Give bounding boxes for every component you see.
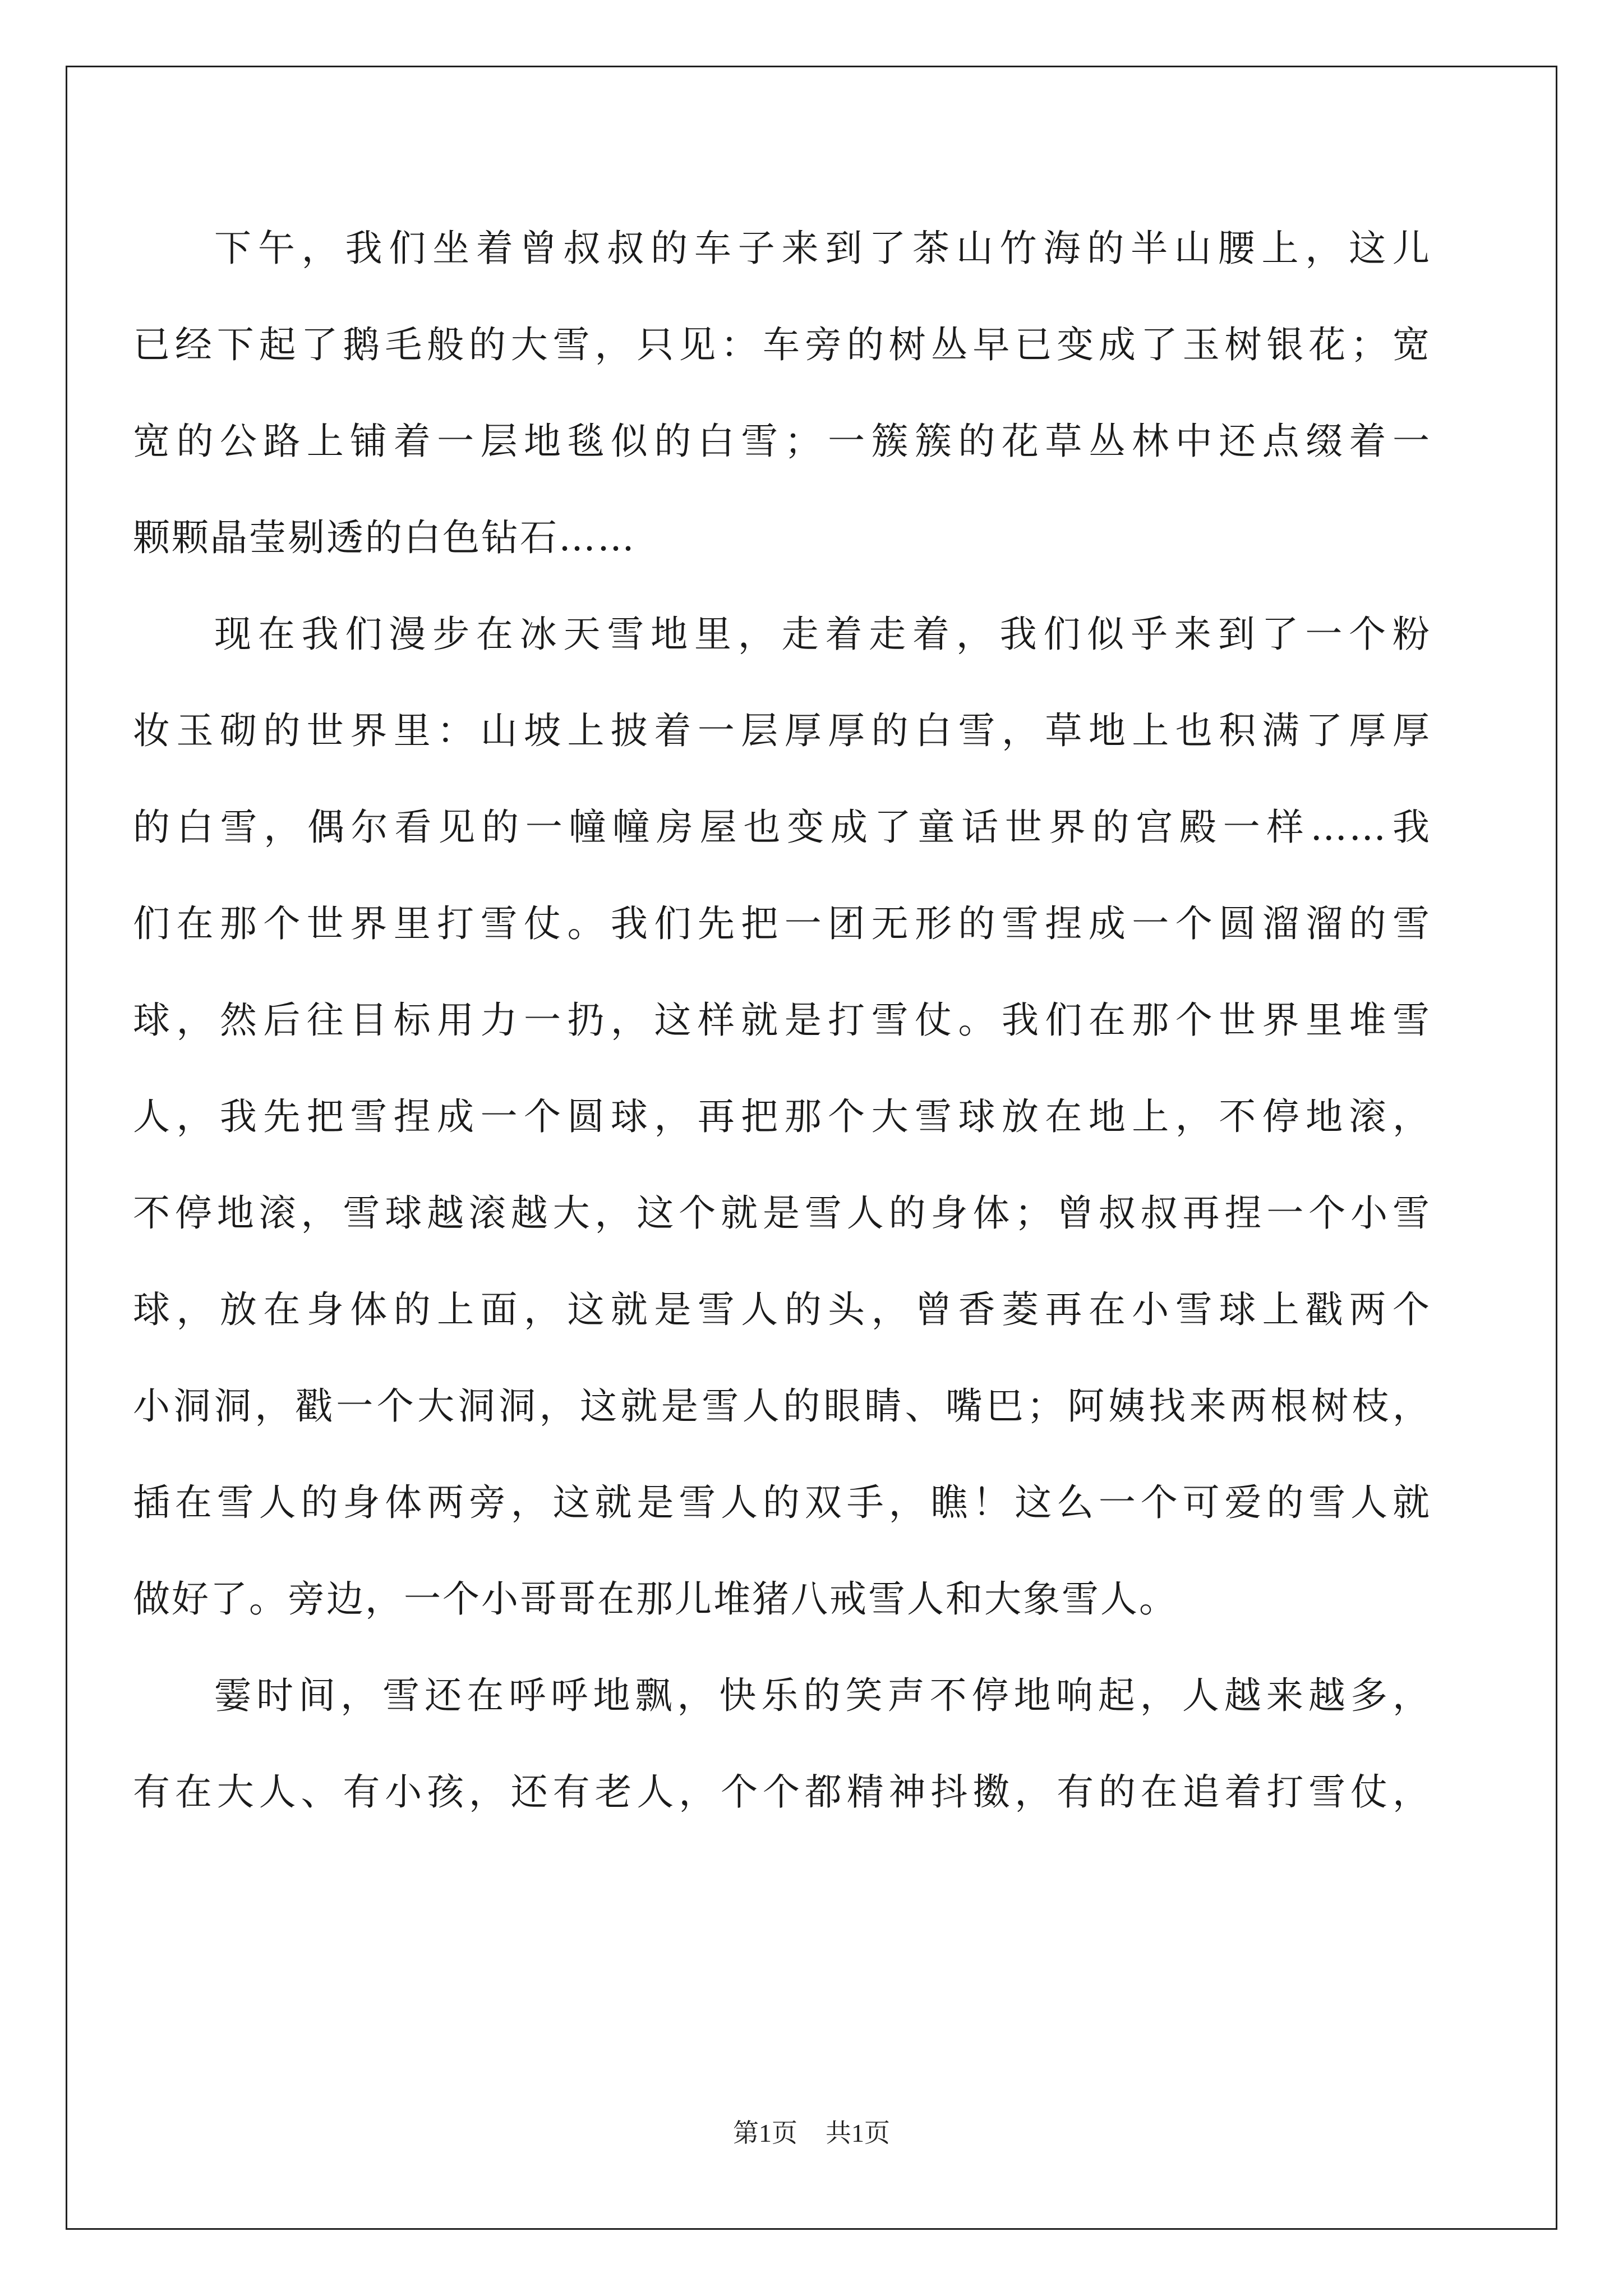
text-line: 小洞洞，戳一个大洞洞，这就是雪人的眼睛、嘴巴；阿姨找来两根树枝， <box>133 1384 1431 1428</box>
text-line: 已经下起了鹅毛般的大雪，只见：车旁的树丛早已变成了玉树银花；宽 <box>133 323 1431 366</box>
text-line: 们在那个世界里打雪仗。我们先把一团无形的雪捏成一个圆溜溜的雪 <box>133 902 1431 945</box>
page-number: 第1页 <box>733 2119 797 2147</box>
text-line: 插在雪人的身体两旁，这就是雪人的双手，瞧！这么一个可爱的雪人就 <box>133 1481 1431 1524</box>
text-line: 下午，我们坐着曾叔叔的车子来到了茶山竹海的半山腰上，这儿 <box>214 227 1431 270</box>
text-line: 球，然后往目标用力一扔，这样就是打雪仗。我们在那个世界里堆雪 <box>133 999 1431 1042</box>
text-line: 有在大人、有小孩，还有老人，个个都精神抖擞，有的在追着打雪仗， <box>133 1770 1431 1814</box>
text-line: 现在我们漫步在冰天雪地里，走着走着，我们似乎来到了一个粉 <box>214 613 1431 656</box>
text-line: 宽的公路上铺着一层地毯似的白雪；一簇簇的花草丛林中还点缀着一 <box>133 420 1431 463</box>
text-line: 做好了。旁边，一个小哥哥在那儿堆猪八戒雪人和大象雪人。 <box>133 1577 1178 1621</box>
text-line: 不停地滚，雪球越滚越大，这个就是雪人的身体；曾叔叔再捏一个小雪 <box>133 1191 1431 1235</box>
text-line: 的白雪，偶尔看见的一幢幢房屋也变成了童话世界的宫殿一样……我 <box>133 806 1431 849</box>
text-line: 霎时间，雪还在呼呼地飘，快乐的笑声不停地响起，人越来越多， <box>214 1674 1431 1717</box>
text-line: 人，我先把雪捏成一个圆球，再把那个大雪球放在地上，不停地滚， <box>133 1095 1431 1138</box>
page-total: 共1页 <box>826 2119 890 2147</box>
page-footer <box>0 2116 1623 2150</box>
text-line: 妆玉砌的世界里：山坡上披着一层厚厚的白雪，草地上也积满了厚厚 <box>133 709 1431 752</box>
document-body <box>133 213 1431 1853</box>
text-line: 球，放在身体的上面，这就是雪人的头，曾香菱再在小雪球上戳两个 <box>133 1288 1431 1331</box>
text-line: 颗颗晶莹剔透的白色钻石…… <box>133 516 636 559</box>
